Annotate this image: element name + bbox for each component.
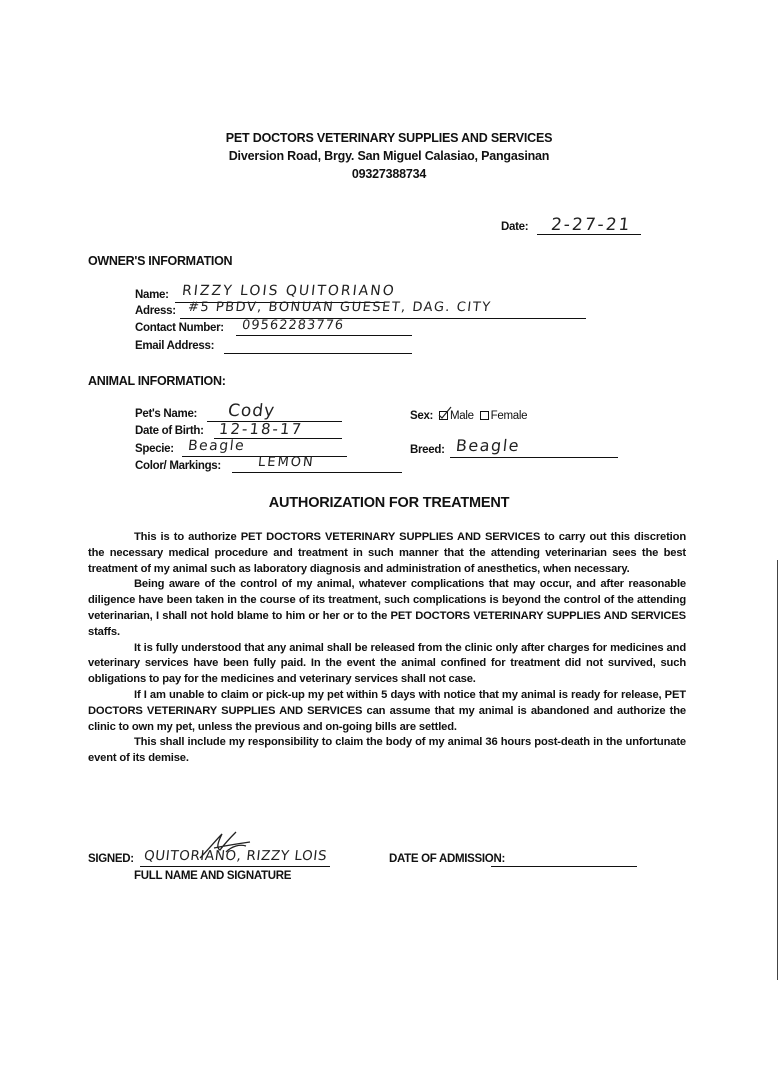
authorization-paragraph: If I am unable to claim or pick-up my pet within 5 days with notice that my animal is ready for release, PET DOCTORS VETERINARY SUPPLIES AND SERVICES can assume that my animal is abandoned and authorize the clinic to own my pet, unless the previous and on-going bills are settled. <box>88 688 686 733</box>
email-label: Email Address: <box>135 340 215 352</box>
breed-label: Breed: <box>410 444 445 456</box>
female-option-label: Female <box>490 410 528 422</box>
authorization-paragraph: This is to authorize PET DOCTORS VETERINARY SUPPLIES AND SERVICES to carry out this discretion the necessary medical procedure and treatment in such manner that the attending veterinarian sees the best treatment of my animal such as laboratory diagnosis and administration of anesthetics, when necessary. <box>88 531 686 575</box>
color-markings-line <box>232 472 402 473</box>
contact-number-label: Contact Number: <box>135 322 224 334</box>
signature-line <box>140 866 330 867</box>
admission-date-line[interactable] <box>491 866 637 867</box>
owner-address-line <box>180 318 586 319</box>
specie-label: Specie: <box>135 443 174 455</box>
contact-number-value[interactable]: 09562283776 <box>241 318 345 333</box>
owner-name-value[interactable]: RIZZY LOIS QUITORIANO <box>181 283 397 299</box>
male-checkbox[interactable] <box>439 411 448 420</box>
business-address: Diversion Road, Brgy. San Miguel Calasiao, Pangasinan <box>228 149 550 163</box>
sex-label: Sex: <box>410 410 434 422</box>
sex-field <box>410 410 527 422</box>
business-name: PET DOCTORS VETERINARY SUPPLIES AND SERVICES <box>225 131 553 145</box>
dob-label: Date of Birth: <box>135 425 204 437</box>
signature-caption: FULL NAME AND SIGNATURE <box>134 870 292 882</box>
breed-line <box>450 457 618 458</box>
breed-value[interactable]: Beagle <box>455 436 522 455</box>
authorization-paragraph: This shall include my responsibility to claim the body of my animal 36 hours post-death in the unfortunate event of its demise. <box>88 736 686 765</box>
authorization-paragraph: It is fully understood that any animal shall be released from the clinic only after charges for medicines and veterinary services have been fully paid. In the event the animal confined for treatment did not survived, such obligations to pay for the medicines and veterinary services shall not case. <box>88 641 686 686</box>
owner-name-label: Name: <box>135 289 169 301</box>
male-option-label: Male <box>450 410 474 422</box>
authorization-paragraph: Being aware of the control of my animal, whatever complications that may occur, and after reasonable diligence have been taken in the course of its treatment, such complications is beyond the control of the attending veterinarian, I shall not hold blame to him or her or to the PET DOCTORS VETERINARY SUPPLIES AND SERVICES staffs. <box>88 578 686 638</box>
signature-value[interactable]: QUITORIANO, RIZZY LOIS <box>143 848 328 864</box>
date-value[interactable]: 2-27-21 <box>549 215 633 235</box>
color-markings-value[interactable]: LEMON <box>257 455 316 470</box>
owner-section-title: OWNER'S INFORMATION <box>88 254 233 268</box>
signed-label: SIGNED: <box>88 853 134 865</box>
female-checkbox[interactable] <box>480 411 489 420</box>
authorization-title: AUTHORIZATION FOR TREATMENT <box>268 495 510 511</box>
owner-address-label: Adress: <box>135 305 176 317</box>
dob-value[interactable]: 12-18-17 <box>218 420 305 438</box>
admission-date-label: DATE OF ADMISSION: <box>389 853 505 865</box>
color-markings-label: Color/ Markings: <box>135 460 221 472</box>
pet-name-value[interactable]: Cody <box>226 401 277 421</box>
date-label: Date: <box>501 221 529 233</box>
specie-value[interactable]: Beagle <box>187 438 247 454</box>
check-mark-icon <box>438 406 452 420</box>
owner-address-value[interactable]: #5 PBDV, BONUAN GUESET, DAG. CITY <box>187 300 493 315</box>
animal-section-title: ANIMAL INFORMATION: <box>88 374 226 388</box>
business-phone: 09327388734 <box>351 167 427 181</box>
authorization-body <box>88 530 686 767</box>
contact-number-line <box>236 335 412 336</box>
pet-name-label: Pet's Name: <box>135 408 198 420</box>
email-line[interactable] <box>224 353 412 354</box>
